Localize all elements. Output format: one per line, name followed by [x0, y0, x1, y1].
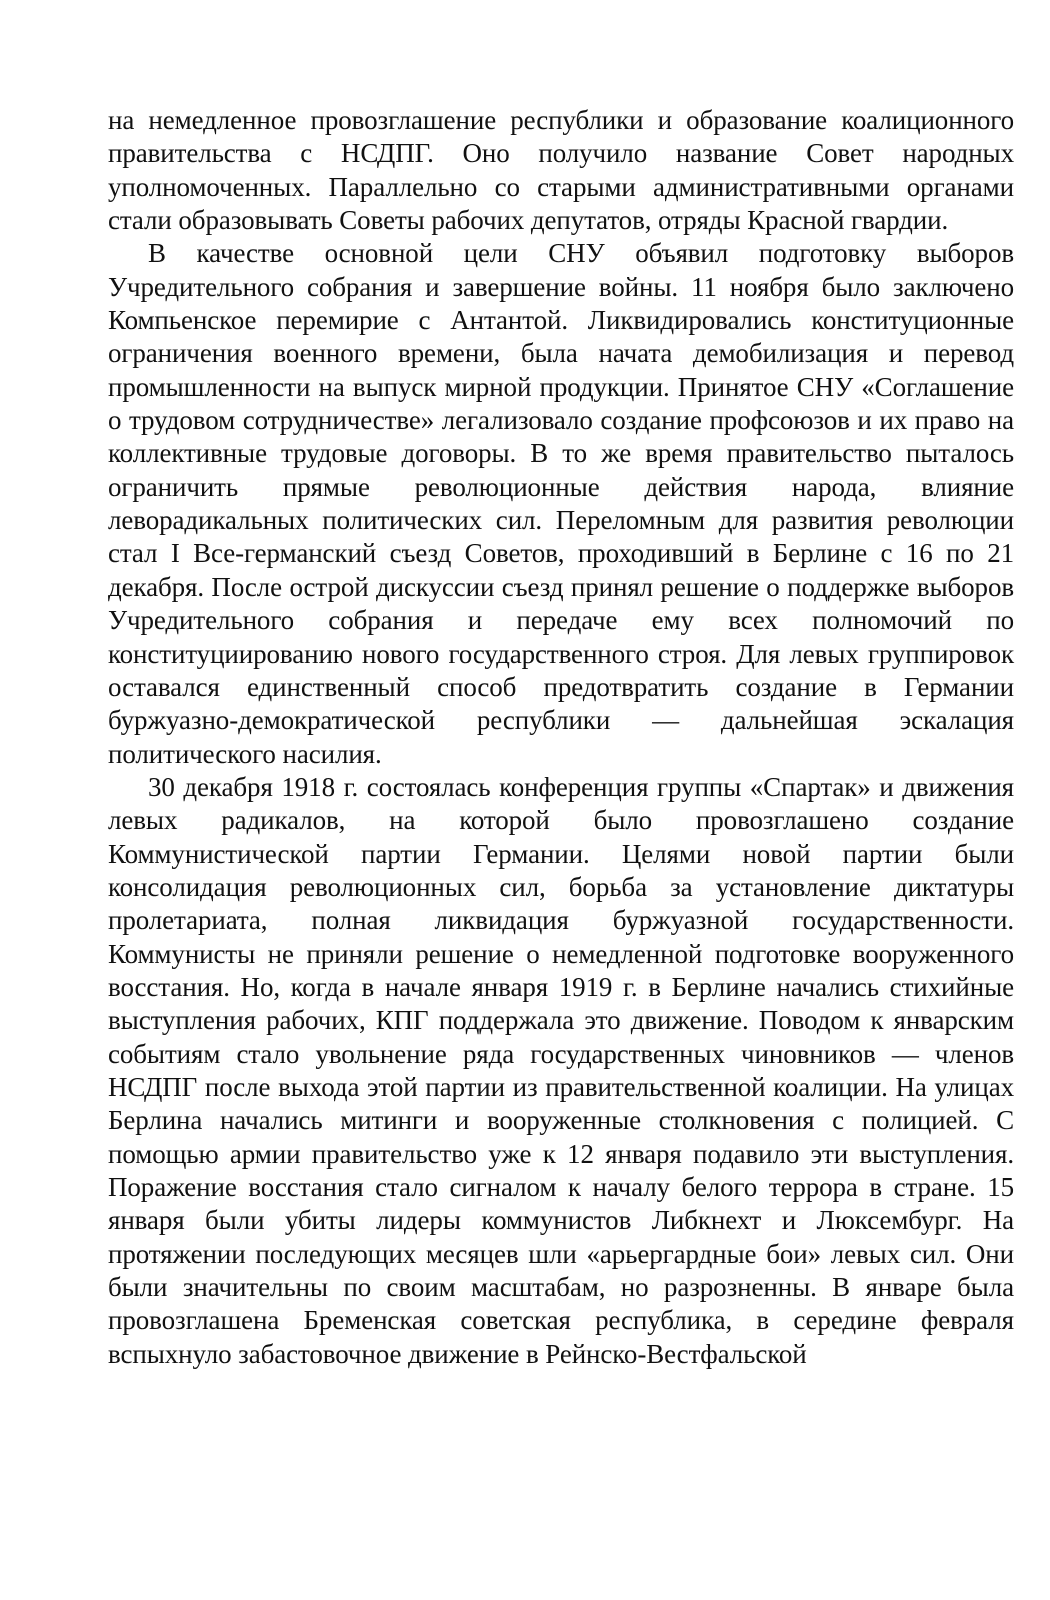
paragraph-3: 30 декабря 1918 г. состоялась конференция группы «Спартак» и движения левых радикалов, на которой было провозглашено создание Коммунистической партии Германии. Целями новой партии были консолидация революционных сил, борьба за установление диктатуры пролетариата, полная ликвидация буржуазной государственности. Коммунисты не приняли решение о немедленной подготовке вооруженного восстания. Но, когда в начале января 1919 г. в Берлине начались стихийные выступления рабочих, КПГ поддержала это движение. Поводом к январским событиям стало увольнение ряда государственных чиновников — членов НСДПГ после выхода этой партии из правительственной коалиции. На улицах Берлина начались митинги и вооруженные столкновения с полицией. С помощью армии правительство уже к 12 января подавило эти выступления. Поражение восстания стало сигналом к началу белого террора в стране. 15 января были убиты лидеры коммунистов Либкнехт и Люксембург. На протяжении последующих месяцев шли «арьергардные бои» левых сил. Они были значительны по своим масштабам, но разрозненны. В январе была провозглашена Бременская советская республика, в середине февраля вспыхнуло забастовочное движение в Рейнско-Вестфальской [108, 771, 1014, 1369]
paragraph-1: на немедленное провозглашение республики и образование коалиционного правительства с НСДПГ. Оно получило название Совет народных уполномоченных. Параллельно со старыми административными органами стали образовывать Советы рабочих депутатов, отряды Красной гвардии. [108, 105, 1014, 236]
paragraph-2: В качестве основной цели СНУ объявил подготовку выборов Учредительного собрания и завершение войны. 11 ноября было заключено Компьенское перемирие с Антантой. Ликвидировались конституционные ограничения военного времени, была начата демобилизация и перевод промышленности на выпуск мирной продукции. Принятое СНУ «Соглашение о трудовом сотрудничестве» легализовало создание профсоюзов и их право на коллективные трудовые договоры. В то же время правительство пыталось ограничить прямые революционные действия народа, влияние леворадикальных политических сил. Переломным для развития революции стал I Все-германский съезд Советов, проходивший в Берлине с 16 по 21 декабря. После острой дискуссии съезд принял решение о поддержке выборов Учредительного собрания и передаче ему всех полномочий по конституциированию нового государственного строя. Для левых группировок оставался единственный способ предотвратить создание в Германии буржуазно-демократической республики — дальнейшая эскалация политического насилия. [108, 238, 1014, 769]
document-page [108, 104, 1014, 1371]
